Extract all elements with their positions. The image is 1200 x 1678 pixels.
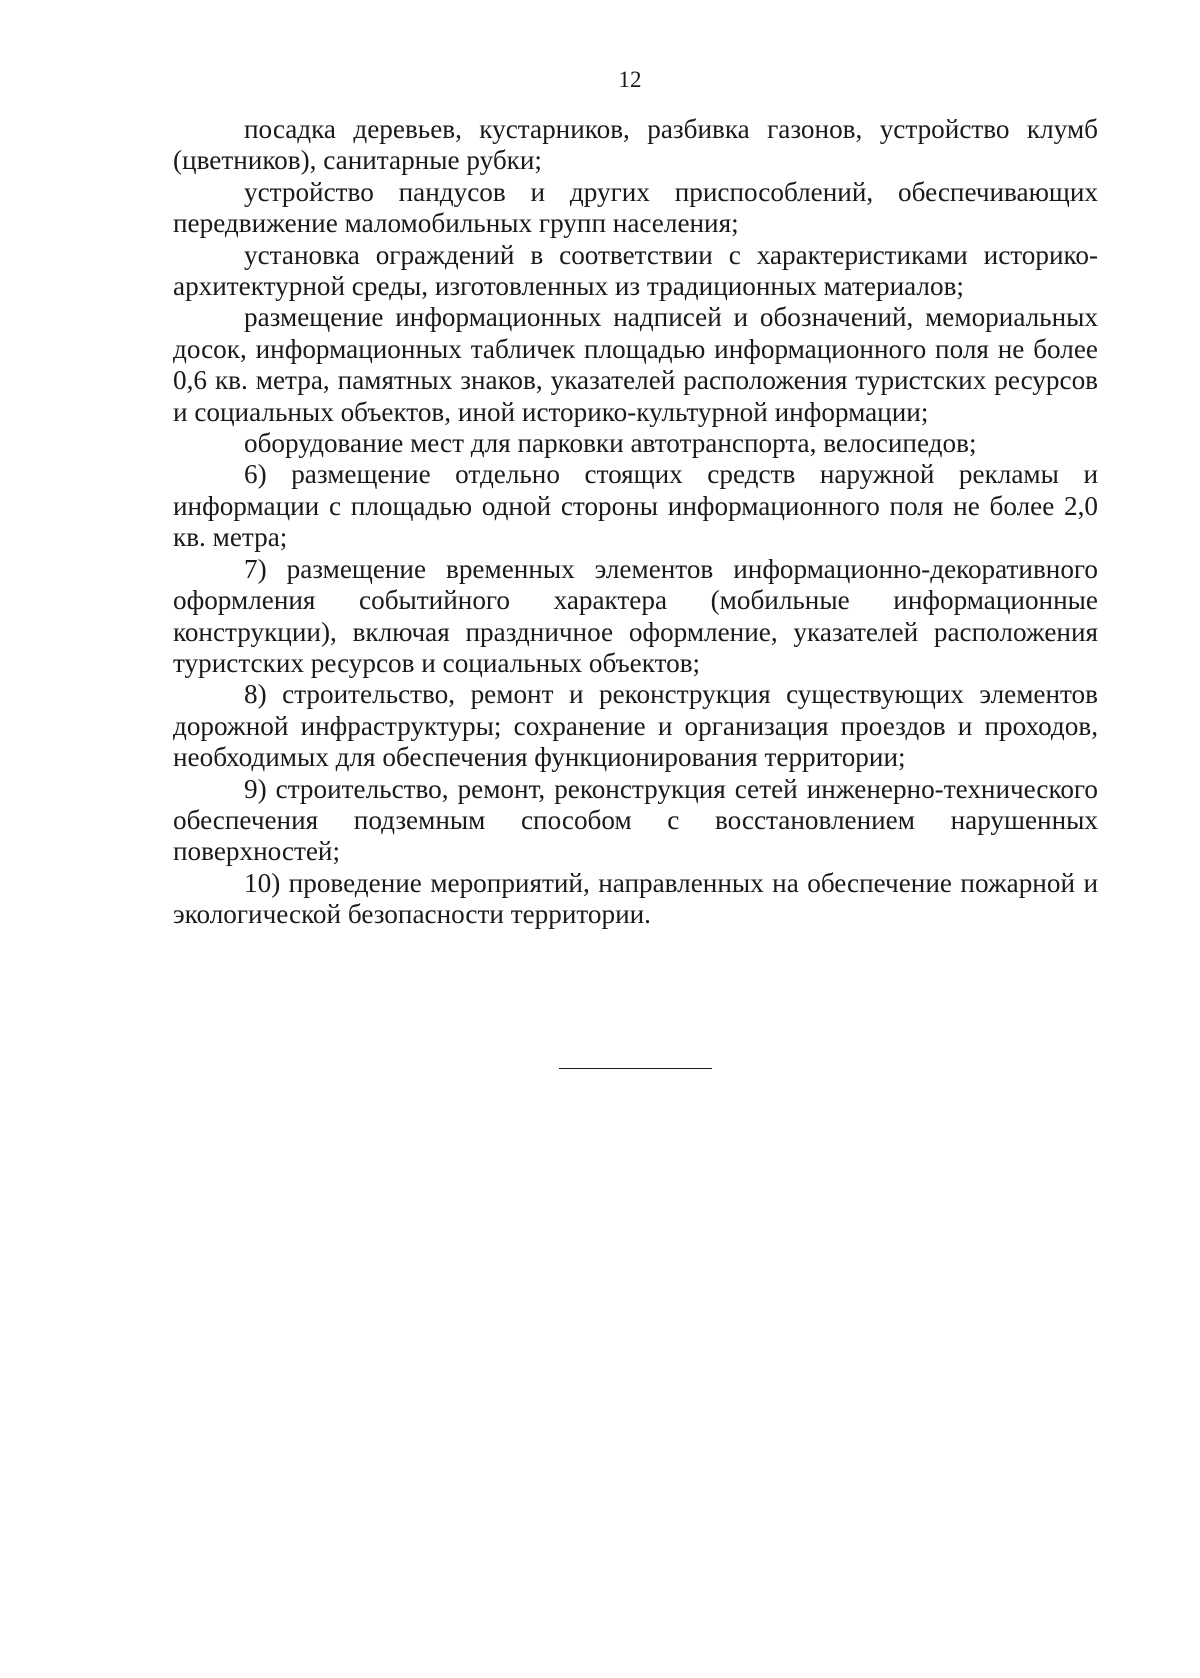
paragraph-fences: установка ограждений в соответствии с характеристиками историко-архитектурной среды, изготовленных из традиционных материалов; — [173, 239, 1098, 302]
paragraph-ramps: устройство пандусов и других приспособлений, обеспечивающих передвижение маломобильных групп населения; — [173, 176, 1098, 239]
page-number: 12 — [618, 67, 642, 92]
paragraph-planting: посадка деревьев, кустарников, разбивка газонов, устройство клумб (цветников), санитарные рубки; — [173, 114, 1098, 176]
document-body — [173, 114, 1098, 931]
list-item-6: 6) размещение отдельно стоящих средств наружной рекламы и информации с площадью одной стороны информационного поля не более 2,0 кв. метра; — [173, 459, 1098, 553]
list-item-7: 7) размещение временных элементов информационно-декоративного оформления событийного характера (мобильные информационные конструкции), включая праздничное оформление, указателей расположения туристских ресурсов и социальных объектов; — [173, 553, 1098, 678]
list-item-9: 9) строительство, ремонт, реконструкция сетей инженерно-технического обеспечения подземным способом с восстановлением нарушенных поверхностей; — [173, 773, 1098, 867]
list-item-8: 8) строительство, ремонт и реконструкция существующих элементов дорожной инфраструктуры; сохранение и организация проездов и проходов, необходимых для обеспечения функционирования территории; — [173, 679, 1098, 773]
end-separator-line — [559, 1068, 712, 1069]
paragraph-info-signs: размещение информационных надписей и обозначений, мемориальных досок, информационных табличек площадью информационного поля не более 0,6 кв. метра, памятных знаков, указателей расположения туристских ресурсов и социальных объектов, иной историко-культурной информации; — [173, 302, 1098, 427]
list-item-10: 10) проведение мероприятий, направленных на обеспечение пожарной и экологической безопасности территории. — [173, 867, 1098, 930]
paragraph-parking: оборудование мест для парковки автотранспорта, велосипедов; — [244, 428, 977, 459]
